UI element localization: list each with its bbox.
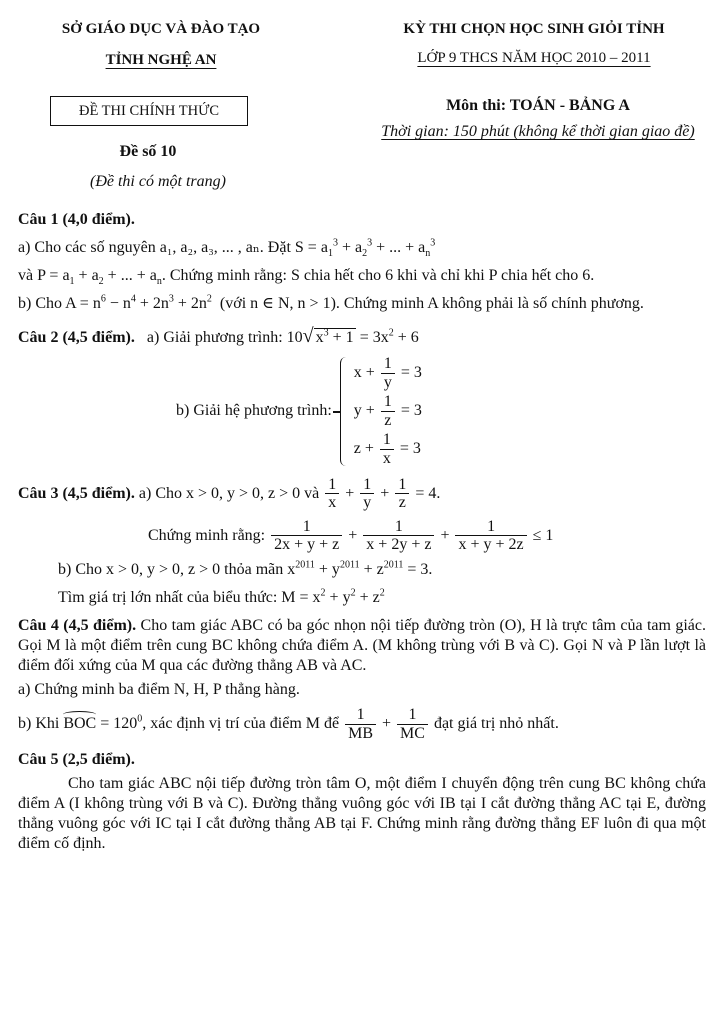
q1-a-and: và [18, 267, 34, 284]
q3-b-intro: b) Cho x > 0, y > 0, z > 0 thỏa mãn [58, 560, 284, 578]
q3-max: Tìm giá trị lớn nhất của biểu thức: $M = x^2 + y^2 + z^2$ [58, 587, 385, 606]
school-year: LỚP 9 THCS NĂM HỌC 2010 – 2011 [417, 49, 651, 66]
q3-a-intro: a) Cho x > 0, y > 0, z > 0 và [138, 484, 320, 502]
q2-title: Câu 2 (4,5 điểm). [18, 329, 135, 346]
q1-a-2: và $P = a_1 + a_2$ + ... + $a_n$. Chứng minh rằng: S chia hết cho 6 khi và chỉ khi P chia hết cho 6. [18, 267, 595, 288]
q1-b-cond: (với n ∈ N, n > 1). Chứng minh A không phải là số chính phương. [219, 295, 644, 312]
q2-b-label: b) Giải hệ phương trình: [176, 401, 332, 419]
q4-text: Cho tam giác ABC có ba góc nhọn nội tiếp đường tròn (O), H là trực tâm của tam giác. Gọi M là một điểm trên cung BC không chứa điểm A. (M không trùng với B và C). Gọi N và P lần lượt là điểm đối xứng của M qua các đường thẳng AB và AC. [18, 616, 707, 674]
q2-a: Câu 2 (4,5 điểm). a) Giải phương trình: 10√ $x^3 + 1 = 3x^2 + 6$ [18, 325, 419, 347]
exam-title: KỲ THI CHỌN HỌC SINH GIỎI TỈNH [403, 21, 665, 37]
pages-note: (Đề thi có một trang) [90, 173, 226, 190]
q5-text: Cho tam giác ABC nội tiếp đường tròn tâm O, một điểm I chuyển động trên cung BC không chứa điểm A (I không trùng với B và C). Đường thẳng vuông góc với IB tại I cắt đường thẳng AC tại E, đường thẳng vuông góc với IC tại I cắt đường thẳng AB tại F. Chứng minh rằng đường thẳng EF luôn đi qua một điểm cố định. [18, 775, 706, 853]
subject-title: Môn thi: TOÁN - BẢNG A [446, 97, 630, 114]
q3-a-prove: Chứng minh rằng: $\frac{1}{2x + y + z}$ + $\frac{1}{x + 2y + z}$ + $\frac{1}{x + y + 2z}$ ≤ 1 [148, 517, 554, 554]
q3-max-label: Tìm giá trị lớn nhất của biểu thức: [58, 588, 278, 606]
exam-number: Đề số 10 [119, 143, 177, 160]
q4-b-end: đạt giá trị nhỏ nhất. [433, 714, 559, 732]
q1-b-intro: b) Cho [18, 295, 62, 312]
q1-b: b) Cho $A = n^6 - n^4 + 2n^3 + 2n^2$ (với n ∈ N, n > 1). Chứng minh A không phải là số chính phương. [18, 293, 644, 312]
q4-title: Câu 4 (4,5 điểm). [18, 616, 137, 634]
exam-header [18, 12, 704, 202]
q3-b: b) Cho x > 0, y > 0, z > 0 thỏa mãn $x^{2011} + y^{2011} + z^{2011} = 3$. [58, 559, 433, 578]
q3-a: Câu 3 (4,5 điểm). a) Cho x > 0, y > 0, z > 0 và $\frac{1}{x}$ + $\frac{1}{y}$ + $\frac{1}{z}$ = 4. [18, 475, 441, 512]
equation-system: x + $\frac{1}{y}$ = 3 y + $\frac{1}{z}$ = 3 z + $\frac{1}{x}$ = 3 [340, 353, 422, 470]
q1-a: a) Cho các số nguyên a₁, a₂, a₃, ... , aₙ. Đặt $S = a_1^3 + a_2^3$ + ... + $a_n^3$ [18, 237, 436, 260]
q4-b-intro: b) Khi [18, 714, 60, 732]
department-name: SỞ GIÁO DỤC VÀ ĐÀO TẠO [61, 21, 261, 37]
exam-title-block [344, 20, 720, 68]
q2-a-label: a) Giải phương trình: [146, 329, 283, 346]
q4-a: a) Chứng minh ba điểm N, H, P thẳng hàng. [18, 680, 300, 698]
q1-a-claim: . Chứng minh rằng: S chia hết cho 6 khi và chỉ khi P chia hết cho 6. [161, 267, 595, 284]
official-exam-box: ĐỀ THI CHÍNH THỨC [50, 96, 248, 126]
q1-title: Câu 1 (4,0 điểm). [18, 211, 135, 228]
q3-title: Câu 3 (4,5 điểm). [18, 484, 135, 502]
q1-a-intro: a) Cho các số nguyên a₁, a₂, a₃, ... , aₙ. Đặt [18, 239, 291, 256]
province-name: TỈNH NGHỆ AN [105, 51, 217, 68]
q4-b: b) Khi BOC = $120^0$, xác định vị trí của điểm M để $\frac{1}{MB}$ + $\frac{1}{MC}$ đạt giá trị nhỏ nhất. [18, 705, 559, 742]
q3-prove-label: Chứng minh rằng: [148, 526, 266, 544]
q2-b [18, 353, 706, 470]
time-limit: Thời gian: 150 phút (không kể thời gian giao đề) [381, 123, 695, 140]
department-block [36, 20, 286, 70]
subject-block [348, 96, 720, 142]
q4-statement [18, 616, 706, 676]
q4-b-mid: , xác định vị trí của điểm M để [142, 714, 340, 732]
q5-title: Câu 5 (2,5 điểm). [18, 751, 135, 769]
exam-body [18, 200, 706, 854]
